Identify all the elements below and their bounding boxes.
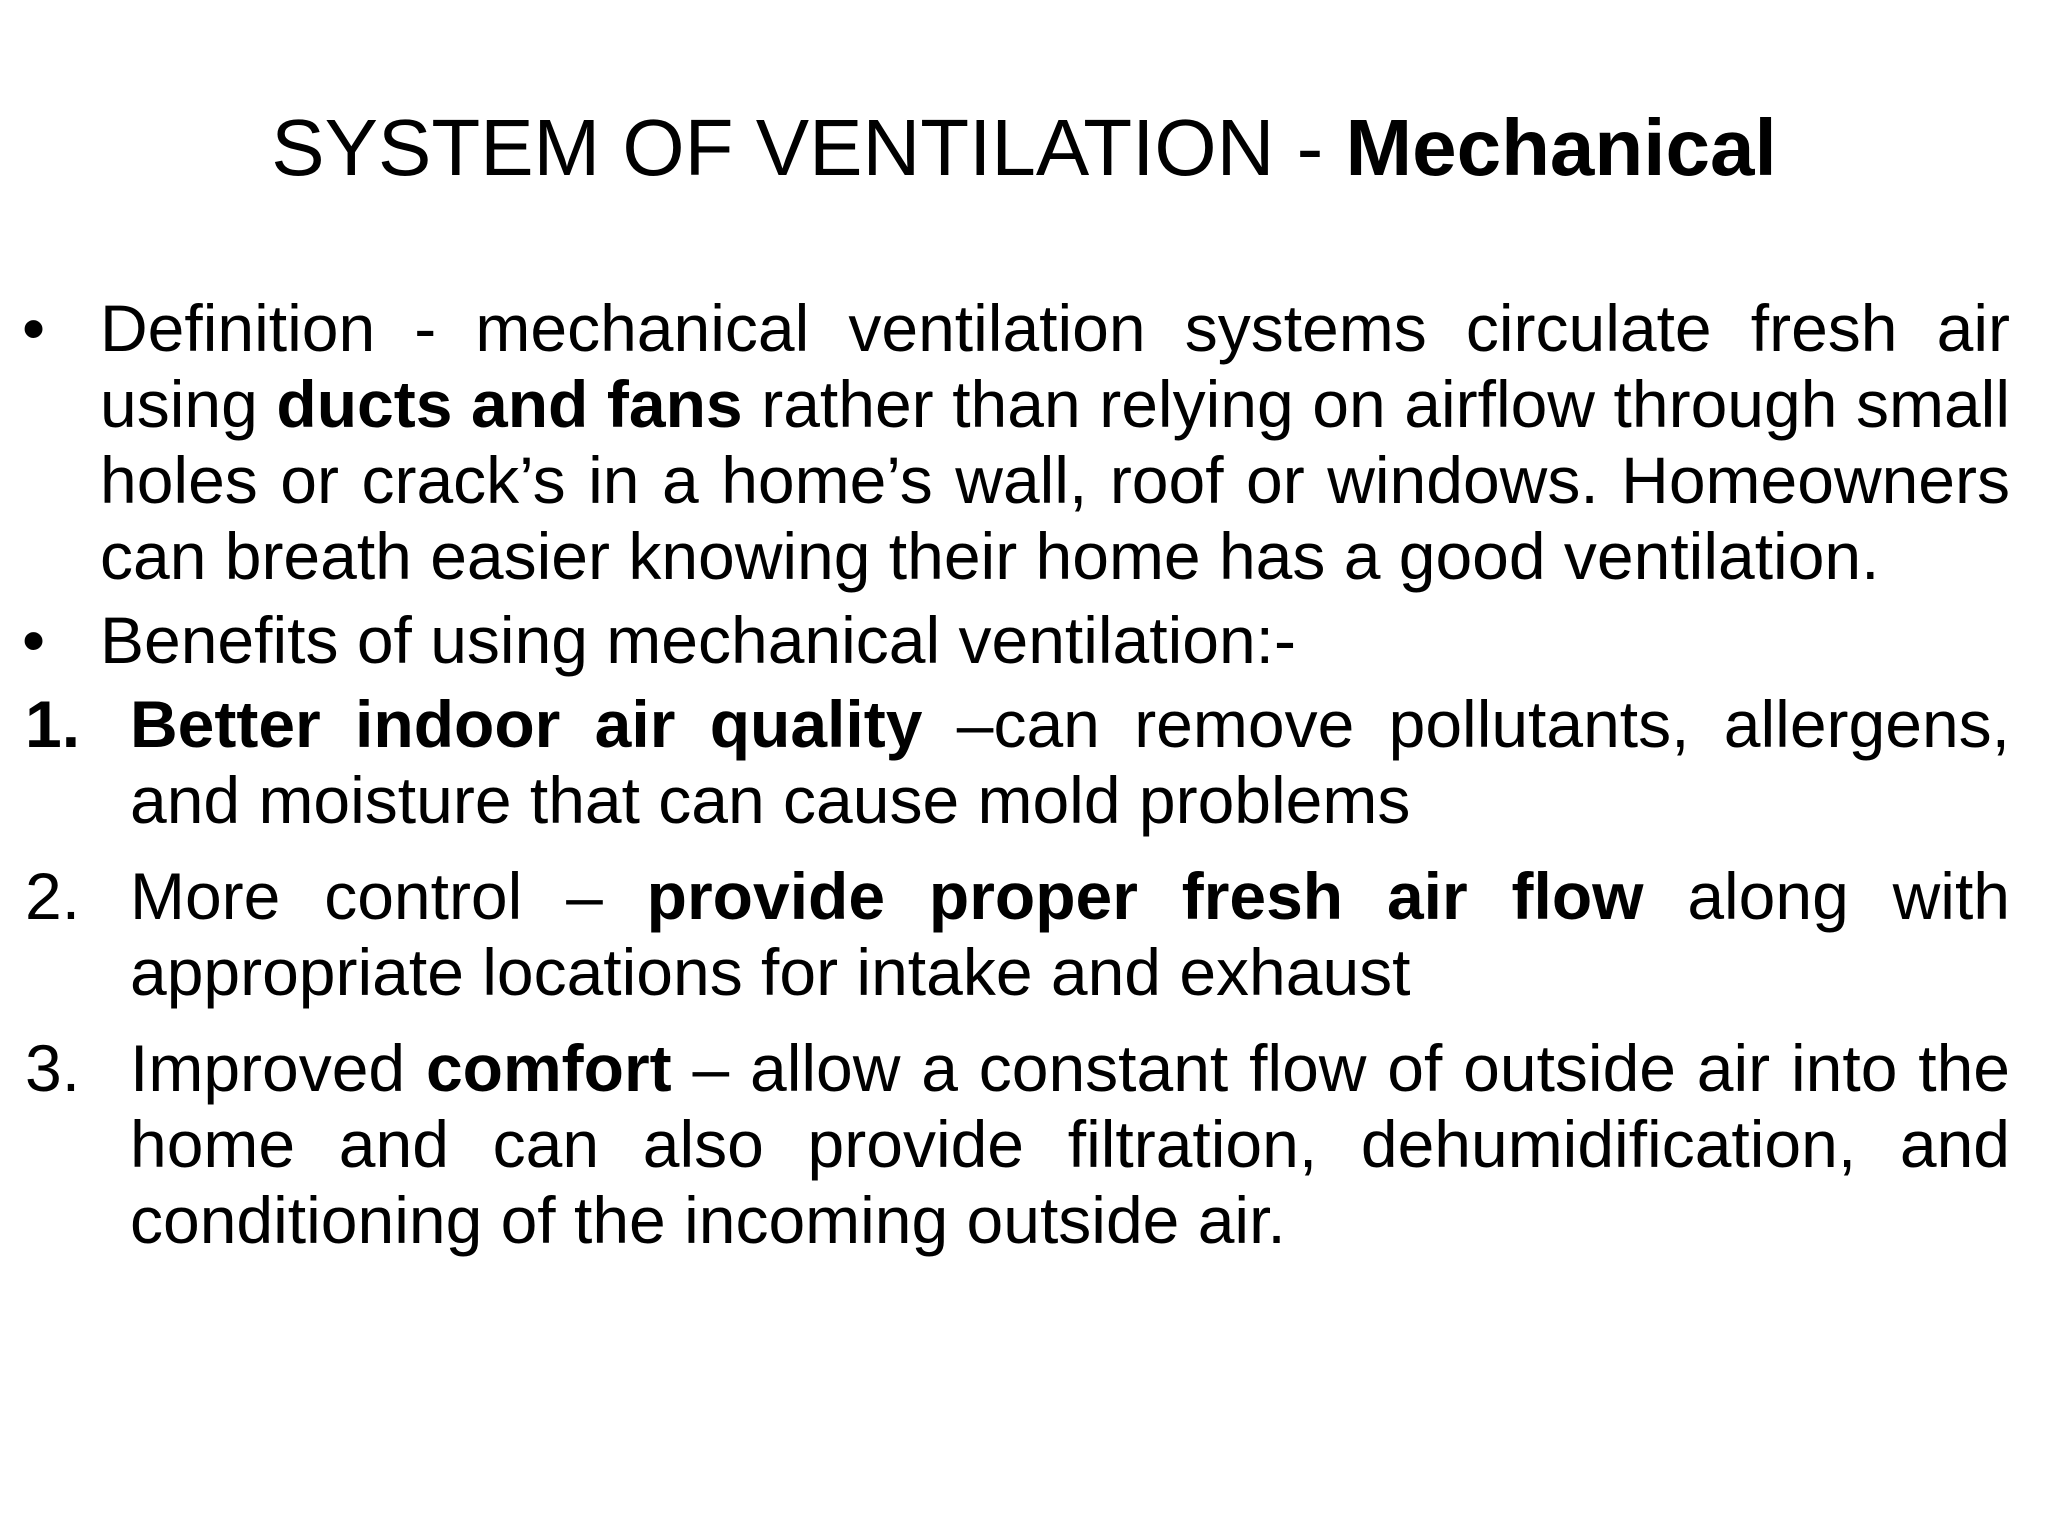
- benefit-number: 2.: [25, 859, 81, 933]
- definition-text-1: Definition - mechanical ventilation systems circulate fresh air using: [100, 291, 2010, 441]
- benefit-3-text-1: Improved: [130, 1031, 426, 1105]
- benefit-number: 3.: [25, 1031, 81, 1105]
- benefit-1-text: –can remove pollutants, allergens, and moisture that can cause mold problems: [130, 687, 2010, 837]
- definition-bold: ducts and fans: [276, 367, 743, 441]
- benefit-item-3: [25, 1030, 2010, 1258]
- slide-title-plain: SYSTEM OF VENTILATION -: [271, 103, 1346, 192]
- slide-title: [0, 100, 2048, 196]
- benefit-3-bold: comfort: [425, 1031, 672, 1105]
- benefit-item-2: [25, 858, 2011, 1010]
- benefit-3-text-2: – allow a constant flow of outside air into the home and can also provide filtration, dehumidification, and conditioning of the incoming outside air.: [130, 1031, 2010, 1257]
- bullet-benefits: [22, 602, 2010, 678]
- benefit-2-bold: provide proper fresh air flow: [646, 859, 1644, 933]
- benefits-heading: Benefits of using mechanical ventilation:-: [100, 603, 1296, 677]
- benefit-1-bold: Better indoor air quality: [130, 687, 923, 761]
- bullet-marker: •: [22, 291, 46, 365]
- bullet-marker: •: [22, 603, 46, 677]
- benefit-item-1: [25, 686, 2010, 838]
- slide-content: [0, 290, 2048, 1278]
- slide-title-bold: Mechanical: [1345, 103, 1777, 192]
- benefit-2-text-1: More control –: [130, 859, 647, 933]
- definition-text-2: rather than relying on airflow through small holes or crack’s in a home’s wall, roof or windows. Homeowners can breath easier knowing their home has a good ventilation.: [100, 367, 2010, 593]
- bullet-definition: [22, 290, 2010, 594]
- benefit-number: 1.: [25, 687, 81, 761]
- benefit-2-text-2: along with appropriate locations for intake and exhaust: [130, 859, 2011, 1009]
